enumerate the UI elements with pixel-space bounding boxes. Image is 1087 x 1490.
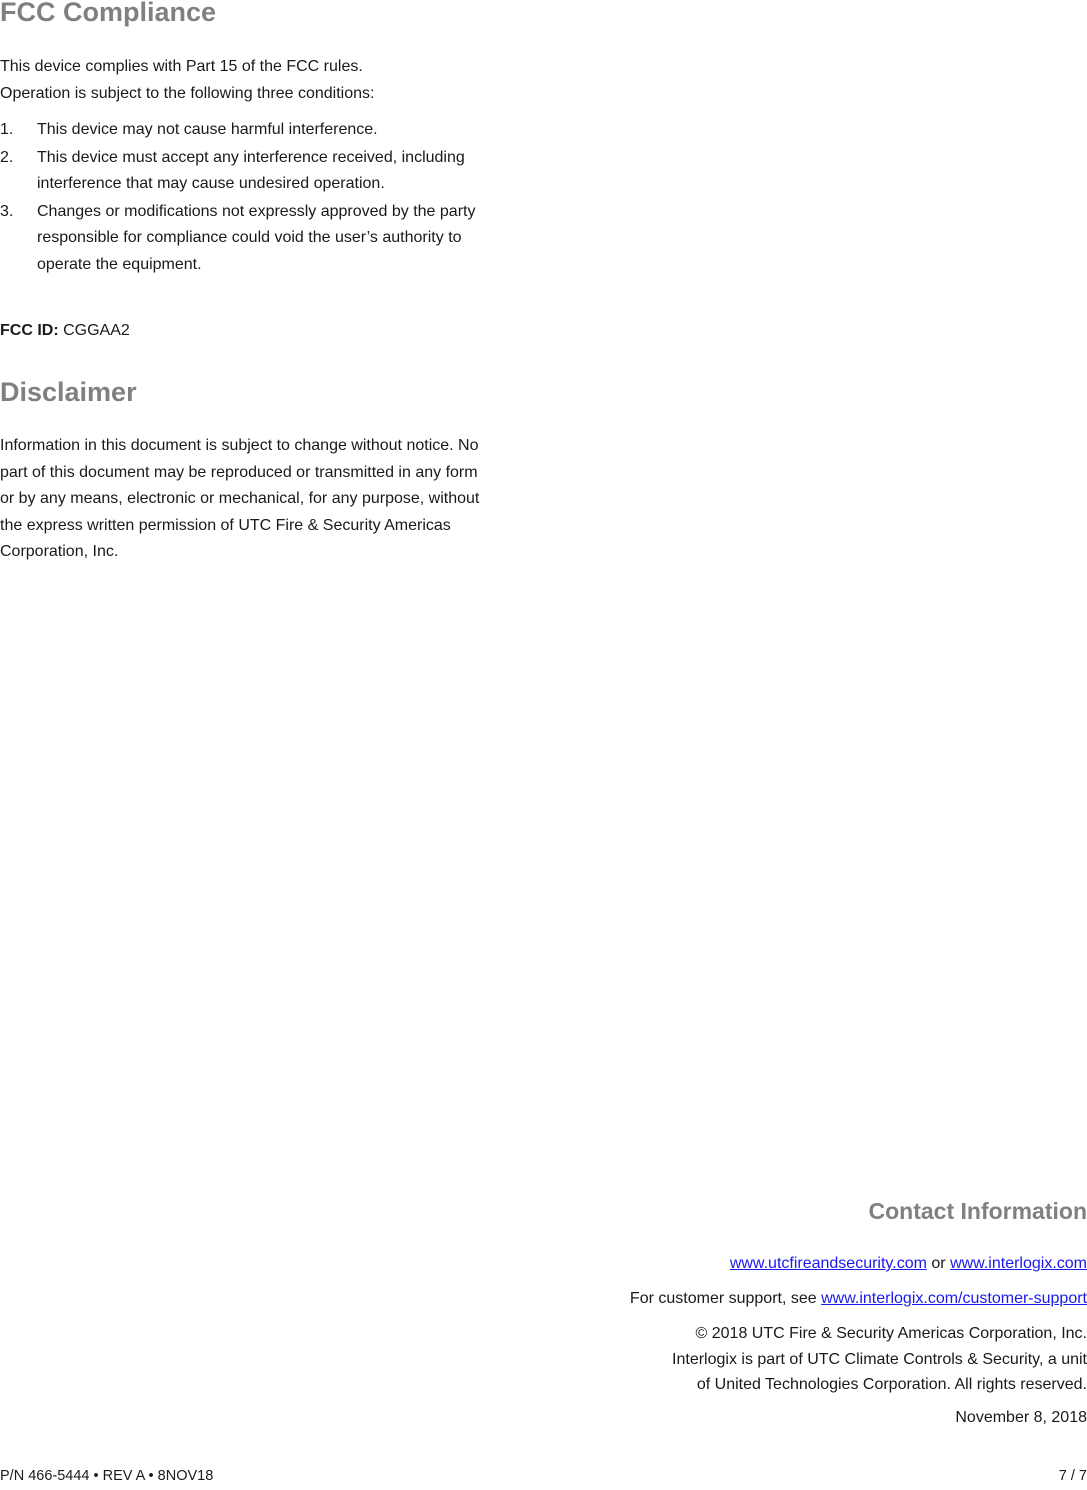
fcc-id-value: CGGAA2 bbox=[63, 322, 130, 339]
fcc-id-label: FCC ID: bbox=[0, 322, 59, 339]
footer-page-number: 7 / 7 bbox=[1058, 1468, 1087, 1484]
customer-support-link[interactable]: www.interlogix.com/customer-support bbox=[821, 1290, 1087, 1307]
footer-part-number: P/N 466-5444 • REV A • 8NOV18 bbox=[0, 1468, 214, 1484]
copyright-notice bbox=[672, 1321, 1087, 1398]
utcfireandsecurity-link[interactable]: www.utcfireandsecurity.com bbox=[729, 1255, 927, 1272]
list-item-text: This device may not cause harmful interference. bbox=[37, 121, 378, 138]
fcc-intro-line-2: Operation is subject to the following three conditions: bbox=[0, 84, 375, 102]
disclaimer-heading: Disclaimer bbox=[0, 377, 137, 407]
fcc-intro bbox=[0, 54, 500, 107]
fcc-intro-line-1: This device complies with Part 15 of the FCC rules. bbox=[0, 58, 363, 75]
list-item-number: 2. bbox=[0, 148, 14, 166]
fcc-id bbox=[0, 318, 130, 345]
interlogix-link[interactable]: www.interlogix.com bbox=[950, 1255, 1087, 1272]
list-item-text: This device must accept any interference received, including interference that may cause undesired operation. bbox=[37, 148, 465, 192]
contact-information-heading: Contact Information bbox=[868, 1198, 1087, 1224]
copyright-line-1: © 2018 UTC Fire & Security Americas Corporation, Inc. bbox=[695, 1325, 1087, 1342]
list-item-text: Changes or modifications not expressly approved by the party responsible for compliance could void the user’s authority to operate the equipment. bbox=[37, 202, 476, 273]
publication-date: November 8, 2018 bbox=[955, 1409, 1087, 1426]
list-item bbox=[0, 199, 510, 279]
contact-websites bbox=[730, 1251, 1087, 1277]
customer-support bbox=[630, 1286, 1087, 1312]
list-item bbox=[0, 117, 510, 144]
or-text: or bbox=[931, 1255, 946, 1272]
copyright-line-3: of United Technologies Corporation. All rights reserved. bbox=[696, 1376, 1087, 1393]
list-item-number: 1. bbox=[0, 121, 14, 138]
fcc-compliance-heading: FCC Compliance bbox=[0, 0, 217, 27]
fcc-conditions-list bbox=[0, 117, 510, 279]
support-prefix: For customer support, see bbox=[629, 1290, 817, 1307]
copyright-line-2: Interlogix is part of UTC Climate Controls & Security, a unit bbox=[672, 1350, 1087, 1368]
list-item bbox=[0, 145, 510, 198]
disclaimer-text: Information in this document is subject to change without notice. No part of this document may be reproduced or transmitted in any form or by any means, electronic or mechanical, for any purpose, without the express written permission of UTC Fire & Security Americas Corporation, Inc. bbox=[0, 437, 480, 560]
list-item-number: 3. bbox=[0, 202, 14, 220]
